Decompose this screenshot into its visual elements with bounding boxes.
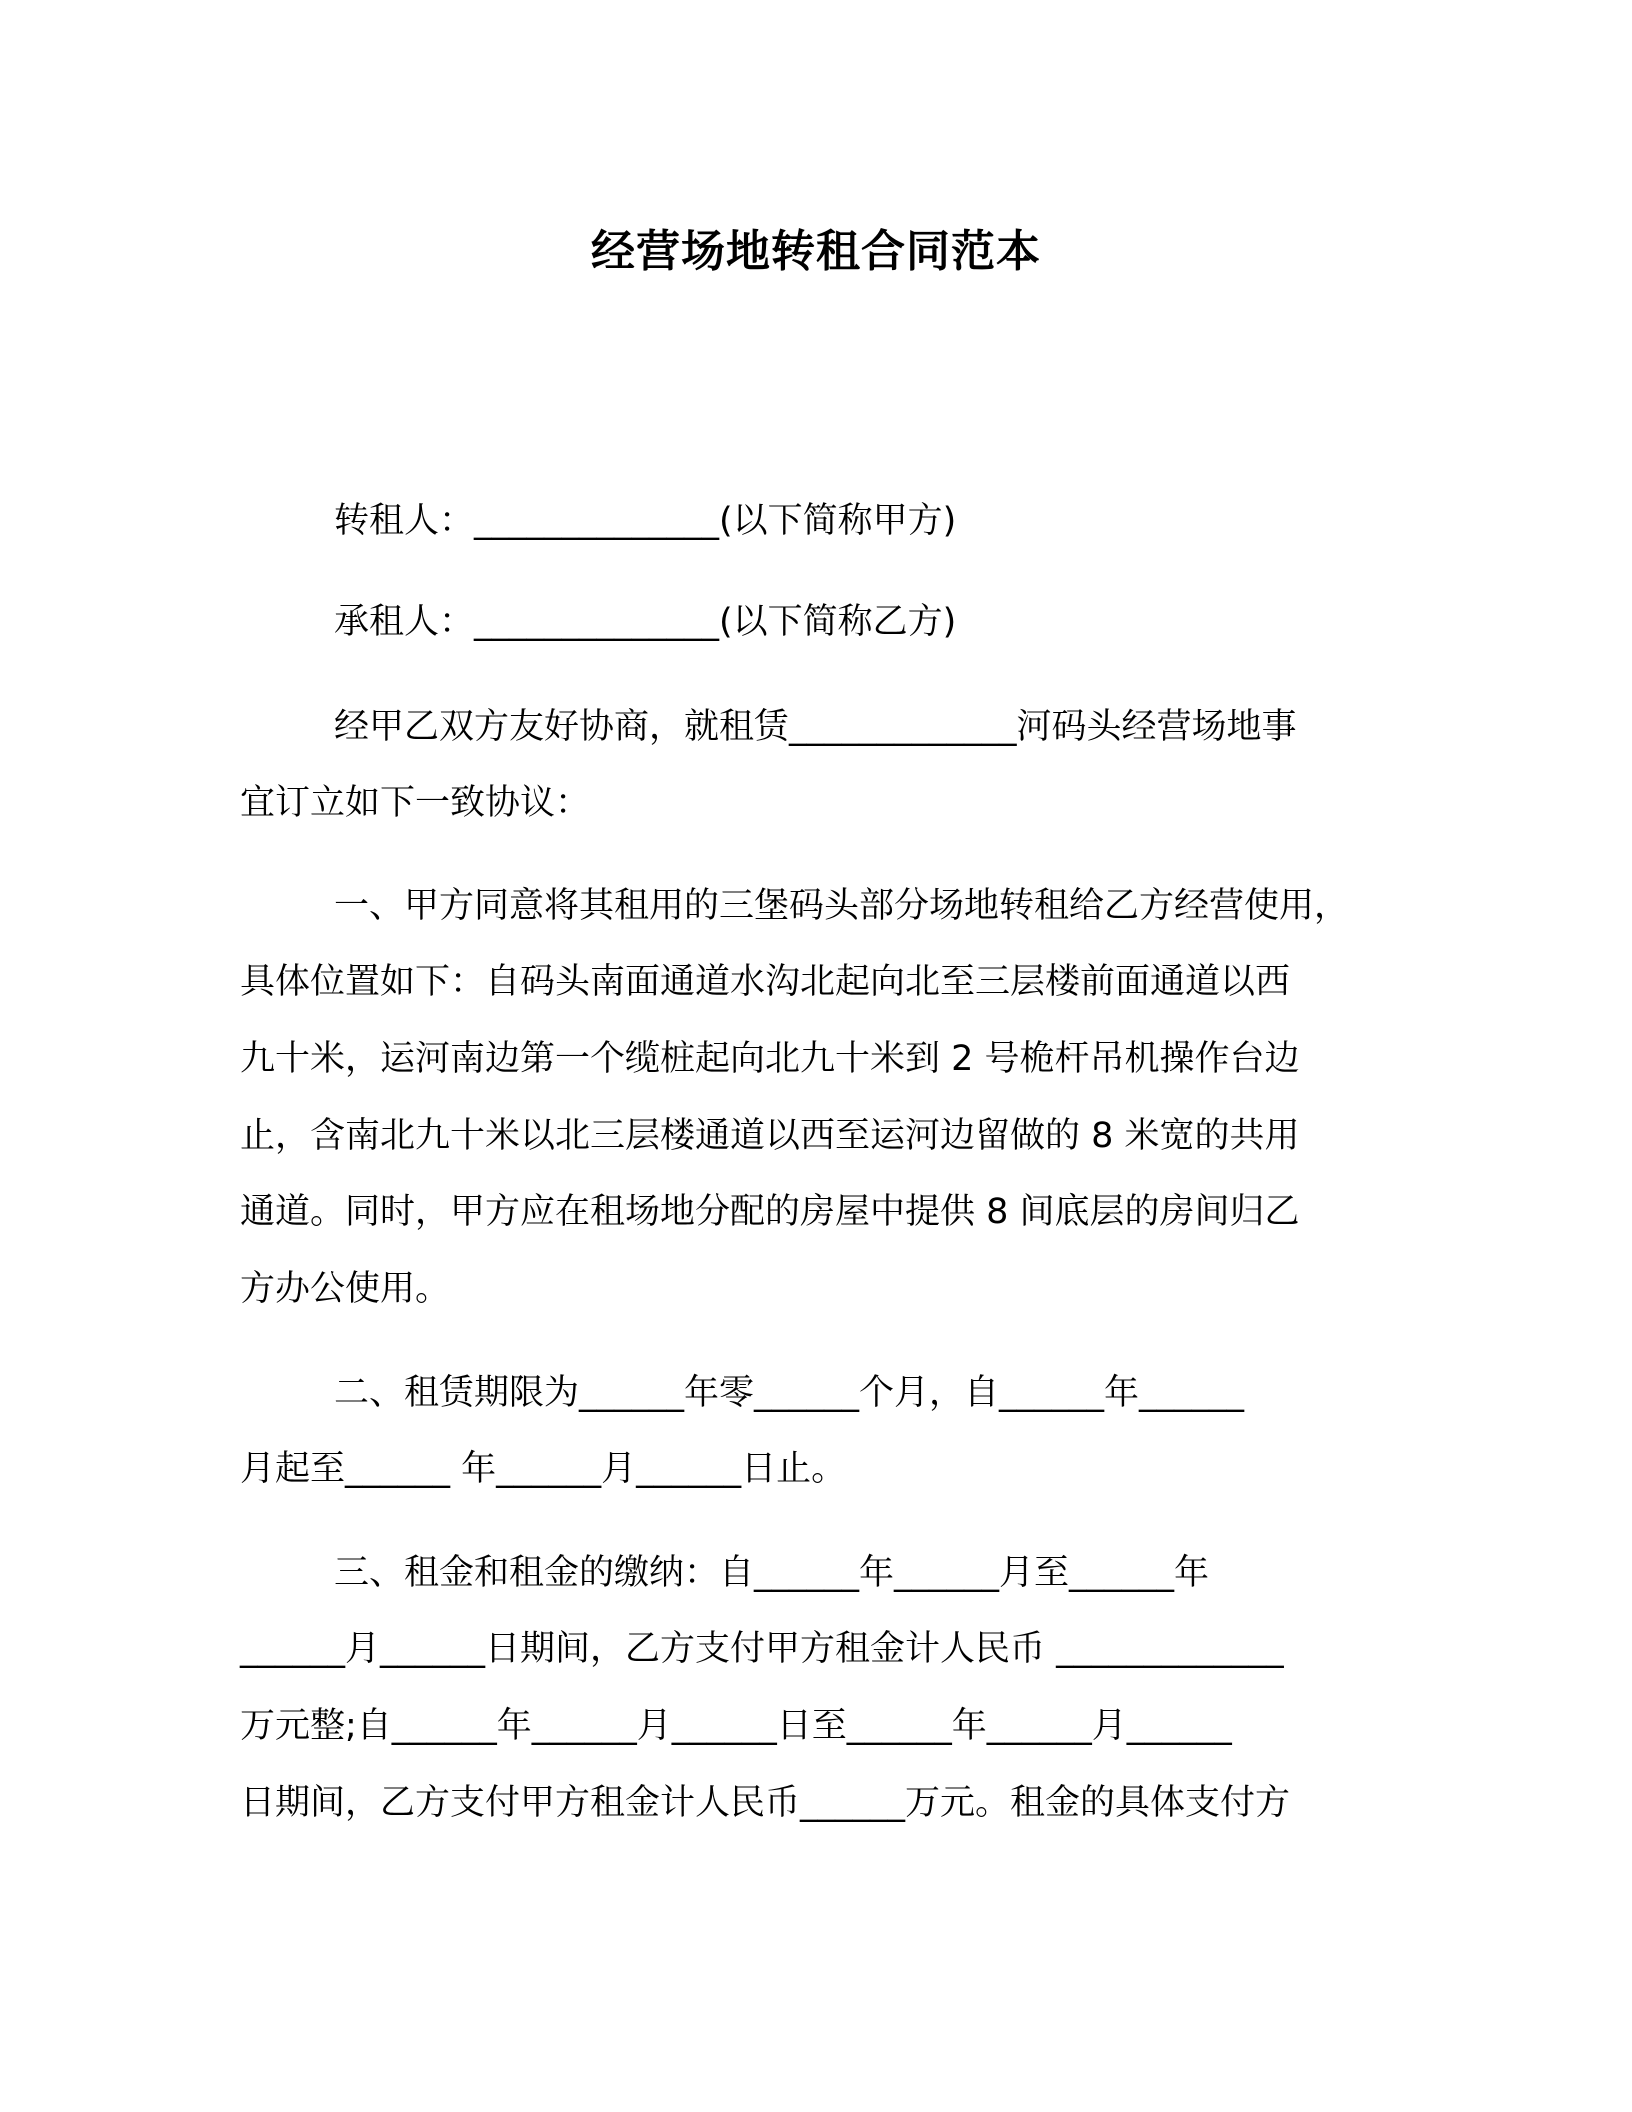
clause-3-line-3: 万元整;自______年______月______日至______年______月______ [240, 1706, 1232, 1746]
clause-1-line-3: 九十米，运河南边第一个缆桩起向北九十米到 2 号桅杆吊机操作台边 [240, 1039, 1300, 1079]
preamble-line-1: 经甲乙双方友好协商，就租赁_____________河码头经营场地事 [334, 707, 1297, 747]
clause-1-line-4: 止，含南北九十米以北三层楼通道以西至运河边留做的 8 米宽的共用 [240, 1116, 1300, 1156]
lessee-line: 承租人：______________(以下简称乙方) [334, 602, 957, 642]
clause-3-line-1: 三、租金和租金的缴纳：自______年______月至______年 [334, 1553, 1210, 1593]
clause-3-line-2: ______月______日期间，乙方支付甲方租金计人民币 _____________ [240, 1629, 1284, 1669]
preamble-line-2: 宜订立如下一致协议： [240, 783, 591, 823]
clause-1-line-1: 一、甲方同意将其租用的三堡码头部分场地转租给乙方经营使用， [334, 886, 1350, 926]
clause-1-line-5: 通道。同时，甲方应在租场地分配的房屋中提供 8 间底层的房间归乙 [240, 1192, 1300, 1232]
sublessor-line: 转租人：______________(以下简称甲方) [334, 501, 957, 541]
document-title: 经营场地转租合同范本 [591, 226, 1041, 277]
clause-3-line-4: 日期间，乙方支付甲方租金计人民币______万元。租金的具体支付方 [240, 1783, 1291, 1823]
clause-1-line-6: 方办公使用。 [240, 1269, 451, 1309]
clause-1-line-2: 具体位置如下：自码头南面通道水沟北起向北至三层楼前面通道以西 [240, 962, 1291, 1002]
clause-2-line-2: 月起至______ 年______月______日止。 [240, 1449, 847, 1489]
clause-2-line-1: 二、租赁期限为______年零______个月，自______年______ [334, 1373, 1245, 1413]
